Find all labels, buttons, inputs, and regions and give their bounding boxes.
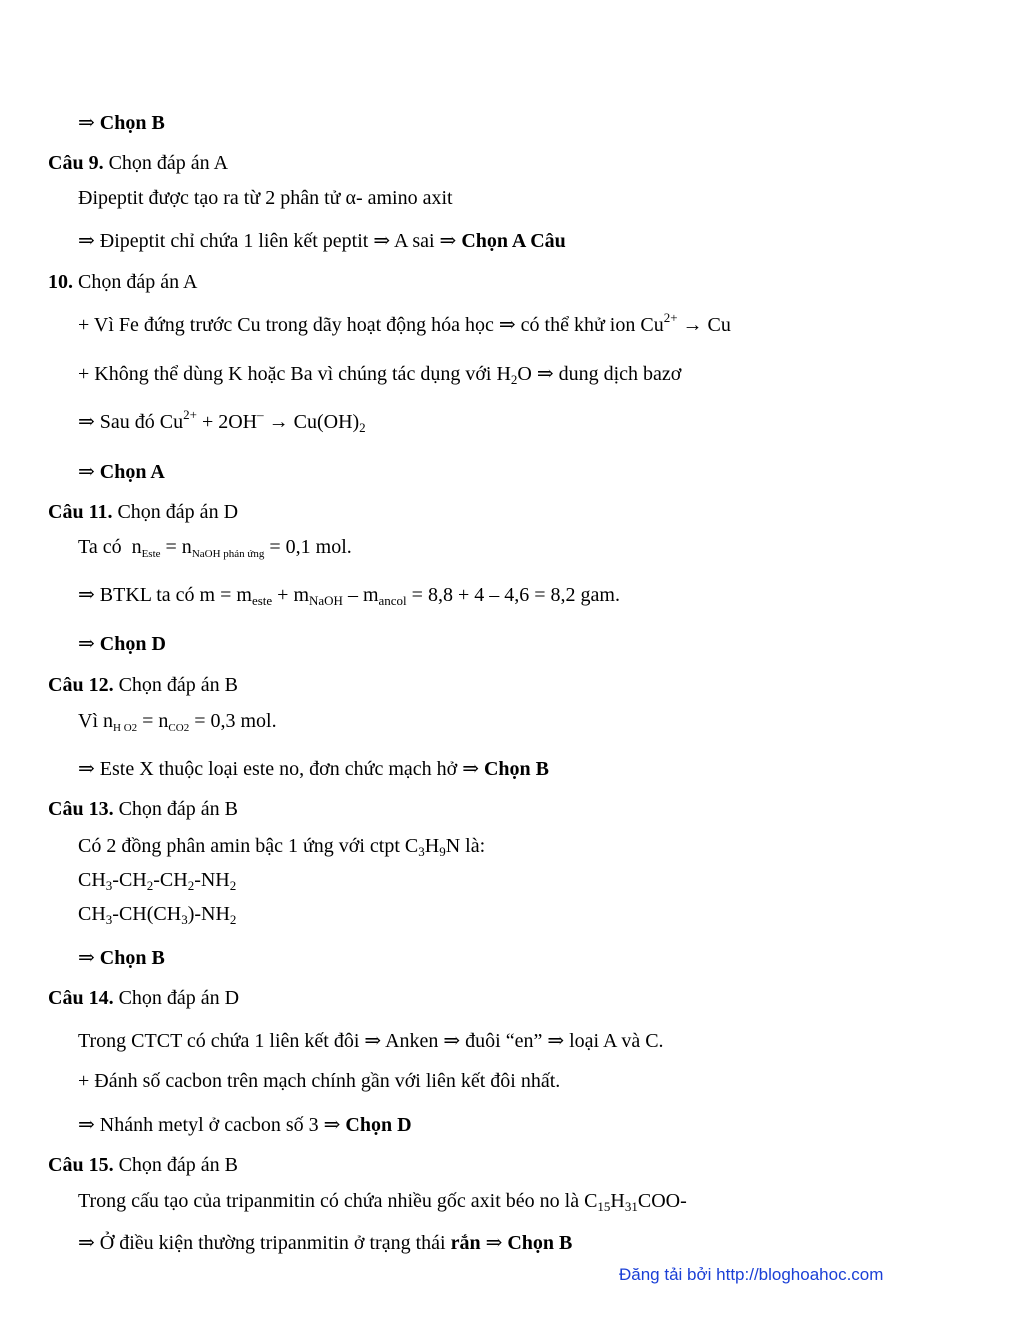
question-13-heading: Câu 13. Chọn đáp án B bbox=[48, 798, 239, 820]
text-line: Trong cấu tạo của tripanmitin có chứa nhiều gốc axit béo no là $C_{15}H_{31}COO-$ bbox=[78, 1190, 687, 1214]
question-15-heading: Câu 15. Chọn đáp án B bbox=[48, 1154, 239, 1176]
text-line: Có 2 đồng phân amin bậc 1 ứng với ctpt $C_3H_9N$ là: bbox=[78, 835, 486, 859]
text-line: ⇒ Đipeptit chỉ chứa 1 liên kết peptit ⇒ A sai ⇒ Chọn A Câu bbox=[78, 230, 566, 252]
text-line: Đipeptit được tạo ra từ 2 phân tử α- amino axit bbox=[78, 187, 453, 209]
question-9-heading: Câu 9. Chọn đáp án A bbox=[48, 152, 229, 174]
text-line: Vì $n_{H O2} = n_{CO2} = 0,3$ mol. bbox=[78, 710, 277, 734]
text-line: + Vì Fe đứng trước Cu trong dãy hoạt động hóa học ⇒ có thể khử ion $Cu^{2+} \to Cu$ bbox=[78, 310, 731, 336]
answer-line: ⇒ Chọn B bbox=[78, 947, 165, 969]
answer-line: ⇒ Chọn D bbox=[78, 633, 166, 655]
question-10-heading: 10. Chọn đáp án A bbox=[48, 271, 198, 293]
text-line: ⇒ Nhánh metyl ở cacbon số 3 ⇒ Chọn D bbox=[78, 1114, 412, 1136]
answer-line: ⇒ Chọn A bbox=[78, 461, 165, 483]
text-line: Ta có $n_{Este} = n_{NaOH phản ứng} = 0,1$ mol. bbox=[78, 536, 352, 560]
text-line: ⇒ BTKL ta có $m = m_{este} + m_{NaOH} - m_{ancol} = 8,8 + 4 - 4,6 = 8,2$ gam. bbox=[78, 584, 620, 608]
text-line: Trong CTCT có chứa 1 liên kết đôi ⇒ Anken ⇒ đuôi “en” ⇒ loại A và C. bbox=[78, 1030, 664, 1052]
formula-line: $CH_3-CH_2-CH_2-NH_2$ bbox=[78, 869, 237, 893]
question-11-heading: Câu 11. Chọn đáp án D bbox=[48, 501, 239, 523]
text-line: ⇒ Ở điều kiện thường tripanmitin ở trạng thái rắn ⇒ Chọn B bbox=[78, 1232, 573, 1254]
question-12-heading: Câu 12. Chọn đáp án B bbox=[48, 674, 239, 696]
text-line: ⇒ Sau đó $Cu^{2+} + 2OH^- \to Cu(OH)_2$ bbox=[78, 407, 366, 435]
answer-line: ⇒ Chọn B bbox=[78, 112, 165, 134]
formula-line: $CH_3-CH(CH_3)-NH_2$ bbox=[78, 903, 237, 927]
footer-credit: Đăng tải bởi http://bloghoahoc.com bbox=[619, 1265, 884, 1284]
text-line: + Đánh số cacbon trên mạch chính gần với liên kết đôi nhất. bbox=[78, 1070, 561, 1092]
text-line: ⇒ Este X thuộc loại este no, đơn chức mạch hở ⇒ Chọn B bbox=[78, 758, 550, 780]
text-line: + Không thể dùng K hoặc Ba vì chúng tác dụng với $H_2O$ ⇒ dung dịch bazơ bbox=[78, 363, 682, 387]
question-14-heading: Câu 14. Chọn đáp án D bbox=[48, 987, 240, 1009]
